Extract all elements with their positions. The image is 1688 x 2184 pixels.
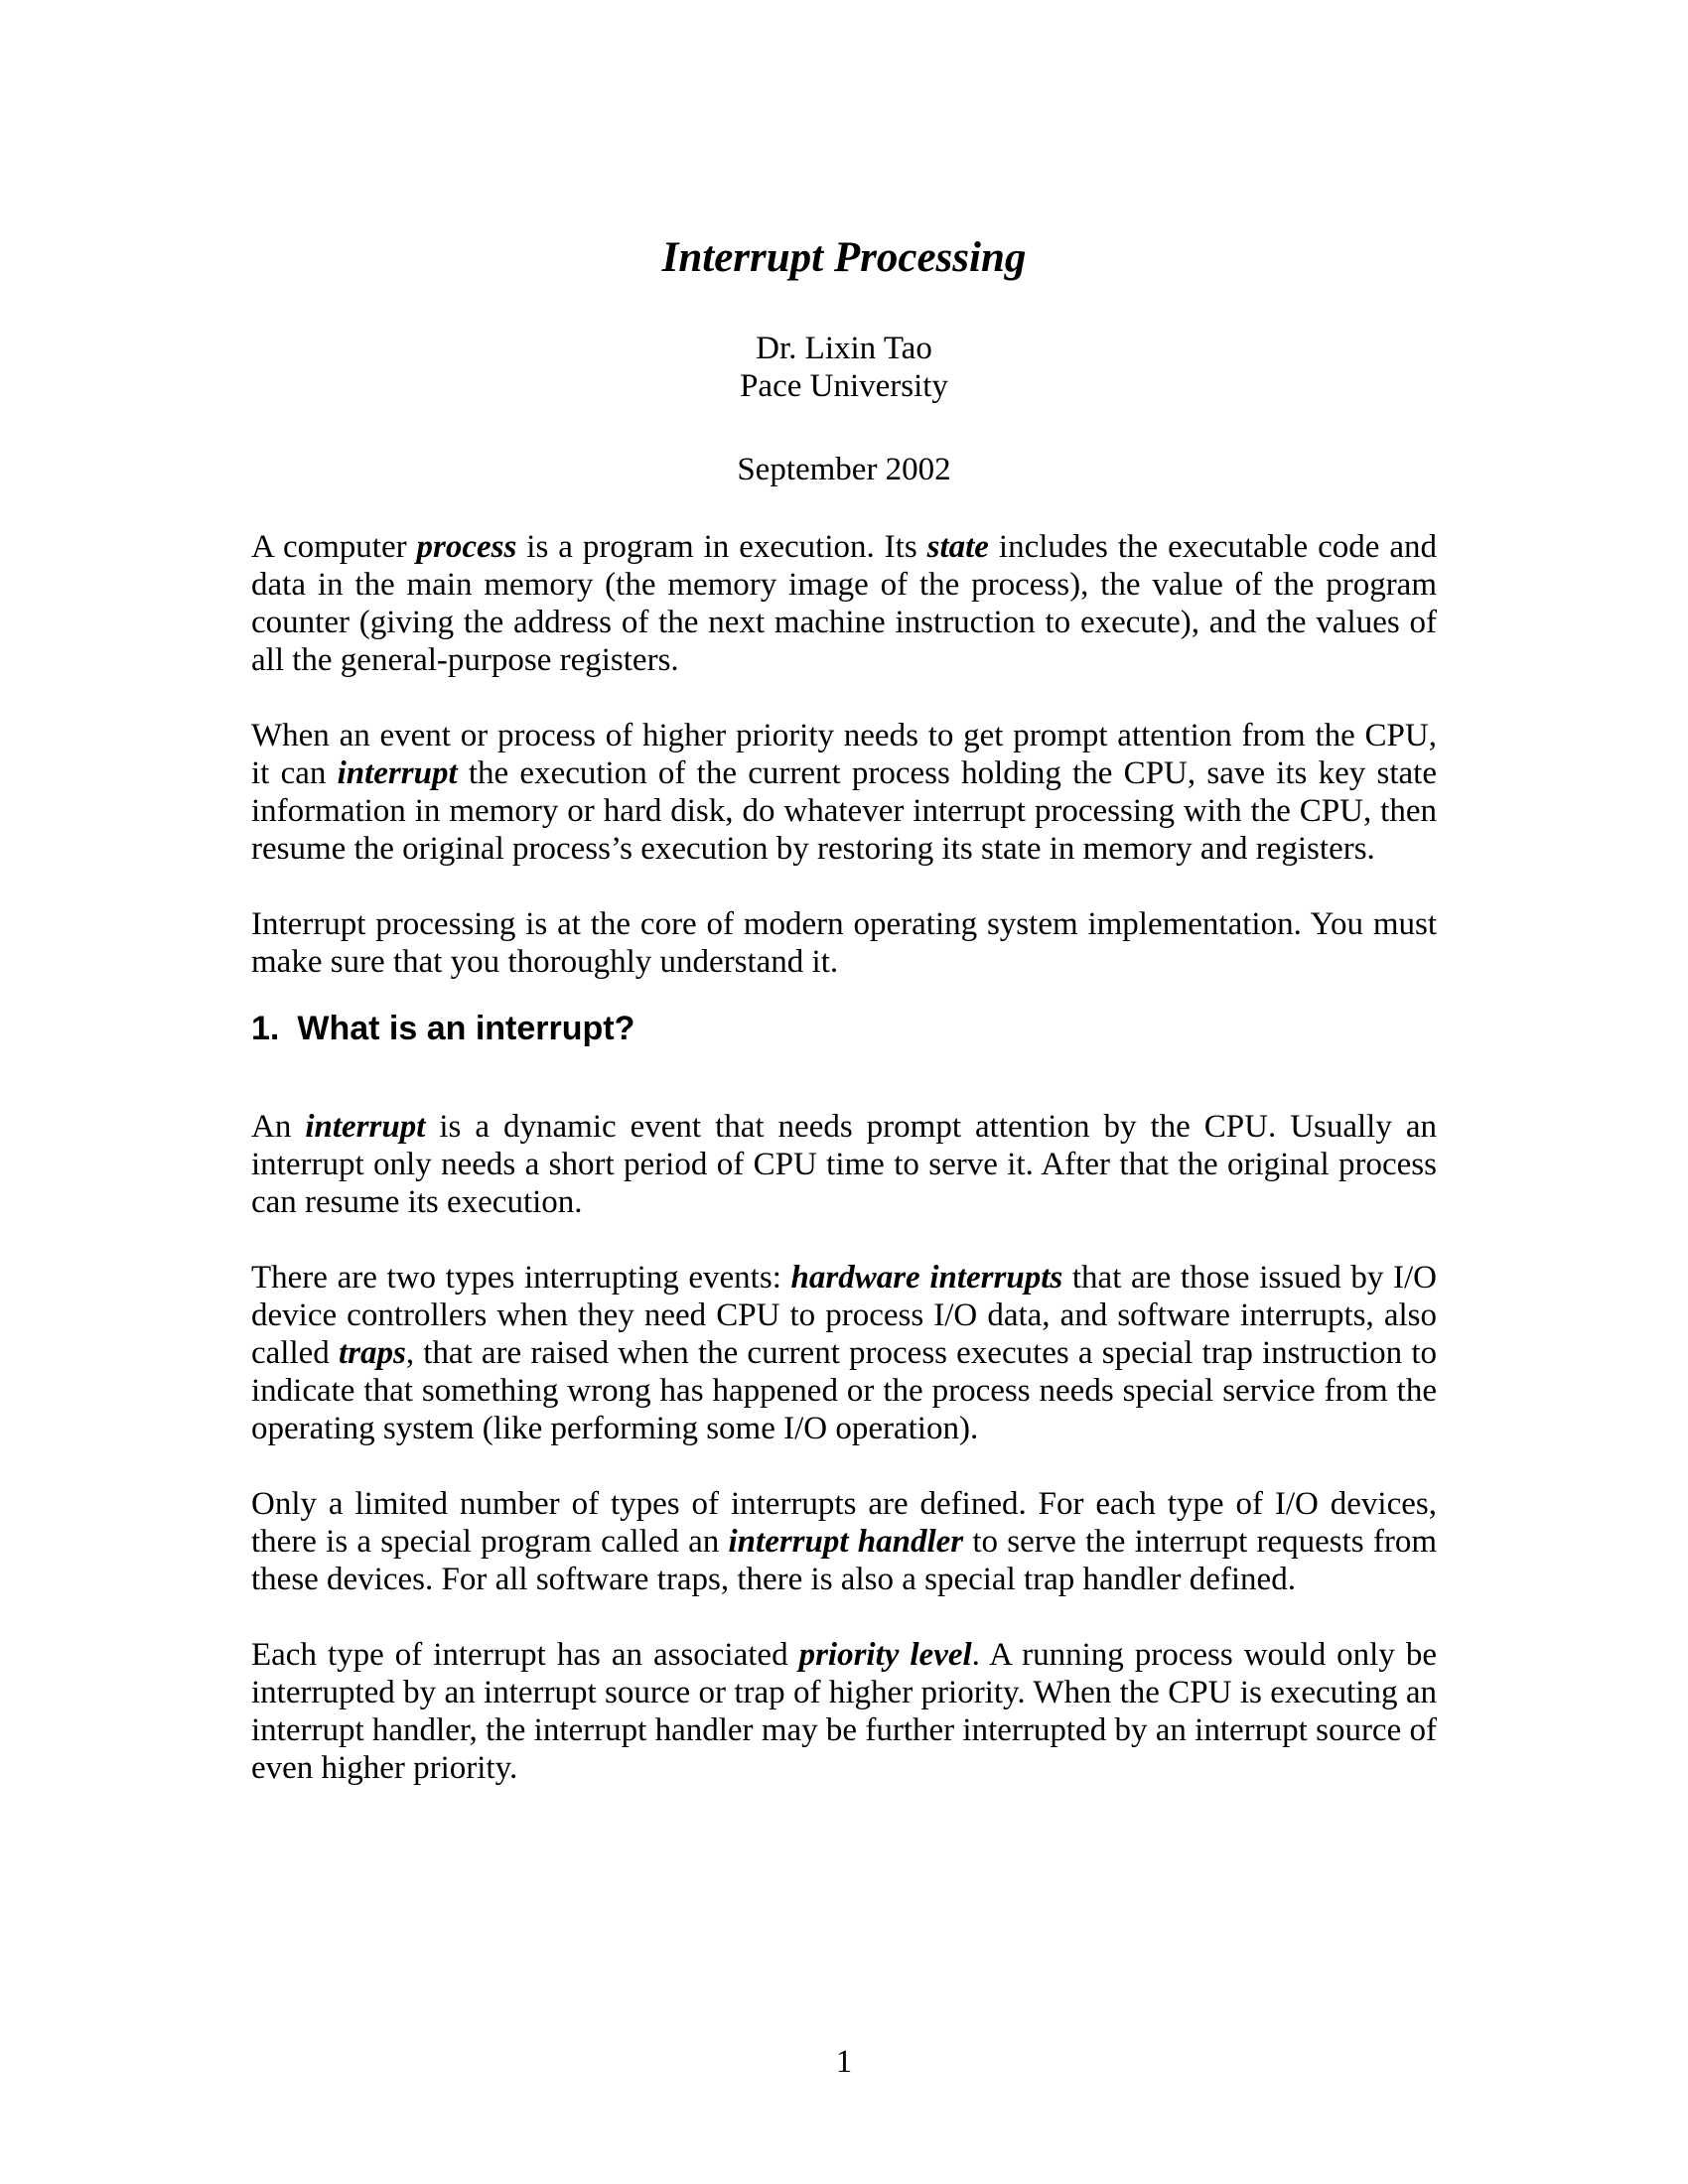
paragraph — [251, 1636, 1437, 1787]
emphasized-term: traps — [338, 1335, 406, 1371]
author-affiliation: Pace University — [740, 368, 948, 404]
section-heading — [251, 1009, 1437, 1048]
intro-section — [251, 528, 1437, 981]
paragraph — [251, 717, 1437, 868]
emphasized-term: interrupt handler — [728, 1524, 964, 1560]
text-run: Each type of interrupt has an associated — [251, 1637, 799, 1673]
paragraph — [251, 1485, 1437, 1598]
paragraph — [251, 905, 1437, 981]
text-run: is a dynamic event that needs prompt attention by the CPU. Usually an interrupt only needs a short period of CPU time to serve it. After that the original process can resume its execution. — [251, 1109, 1437, 1220]
text-run: . A running process would only be interrupted by an interrupt source or trap of higher priority. When the CPU is executing an interrupt handler, the interrupt handler may be further interrupted by an interrupt source of even higher priority. — [251, 1637, 1437, 1786]
text-run: A computer — [251, 529, 417, 565]
document-date: September 2002 — [737, 452, 951, 487]
page-number: 1 — [835, 2044, 853, 2080]
emphasized-term: interrupt — [305, 1109, 426, 1145]
emphasized-term: process — [416, 529, 517, 565]
paragraph — [251, 1108, 1437, 1221]
text-run: An — [251, 1109, 306, 1145]
text-run: to serve the interrupt requests from these devices. For all software traps, there is also a special trap handler defined. — [251, 1524, 1437, 1597]
section-title: What is an interrupt? — [297, 1010, 635, 1047]
text-run: , that are raised when the current process executes a special trap instruction to indicate that something wrong has happened or the process needs special service from the operating system (like performing some I/O operation). — [251, 1335, 1437, 1446]
text-run: includes the executable code and data in the main memory (the memory image of the process), the value of the program counter (giving the address of the next machine instruction to execute), and the values of all the general-purpose registers. — [251, 529, 1437, 678]
emphasized-term: state — [926, 529, 989, 565]
text-run: Interrupt processing is at the core of modern operating system implementation. You must make sure that you thoroughly understand it. — [251, 906, 1437, 980]
author-name: Dr. Lixin Tao — [756, 331, 932, 366]
paragraph — [251, 528, 1437, 679]
text-run: is a program in execution. Its — [516, 529, 927, 565]
section-number: 1. — [251, 1010, 280, 1047]
section-1-body — [251, 1108, 1437, 1787]
paragraph — [251, 1259, 1437, 1447]
emphasized-term: hardware interrupts — [790, 1260, 1063, 1296]
text-run: that are those issued by I/O device controllers when they need CPU to process I/O data, and software interrupts, also called — [251, 1260, 1437, 1371]
emphasized-term: priority level — [798, 1637, 972, 1673]
author-block — [251, 330, 1437, 405]
text-run: When an event or process of higher priority needs to get prompt attention from the CPU, it can — [251, 718, 1437, 791]
document-title: Interrupt Processing — [661, 234, 1027, 281]
text-run: the execution of the current process holding the CPU, save its key state information in memory or hard disk, do whatever interrupt processing with the CPU, then resume the original process’s execution by restoring its state in memory and registers. — [251, 755, 1437, 867]
document-content — [251, 0, 1437, 1787]
emphasized-term: interrupt — [337, 755, 458, 791]
text-run: Only a limited number of types of interrupts are defined. For each type of I/O devices, there is a special program called an — [251, 1486, 1437, 1560]
text-run: There are two types interrupting events: — [251, 1260, 791, 1296]
